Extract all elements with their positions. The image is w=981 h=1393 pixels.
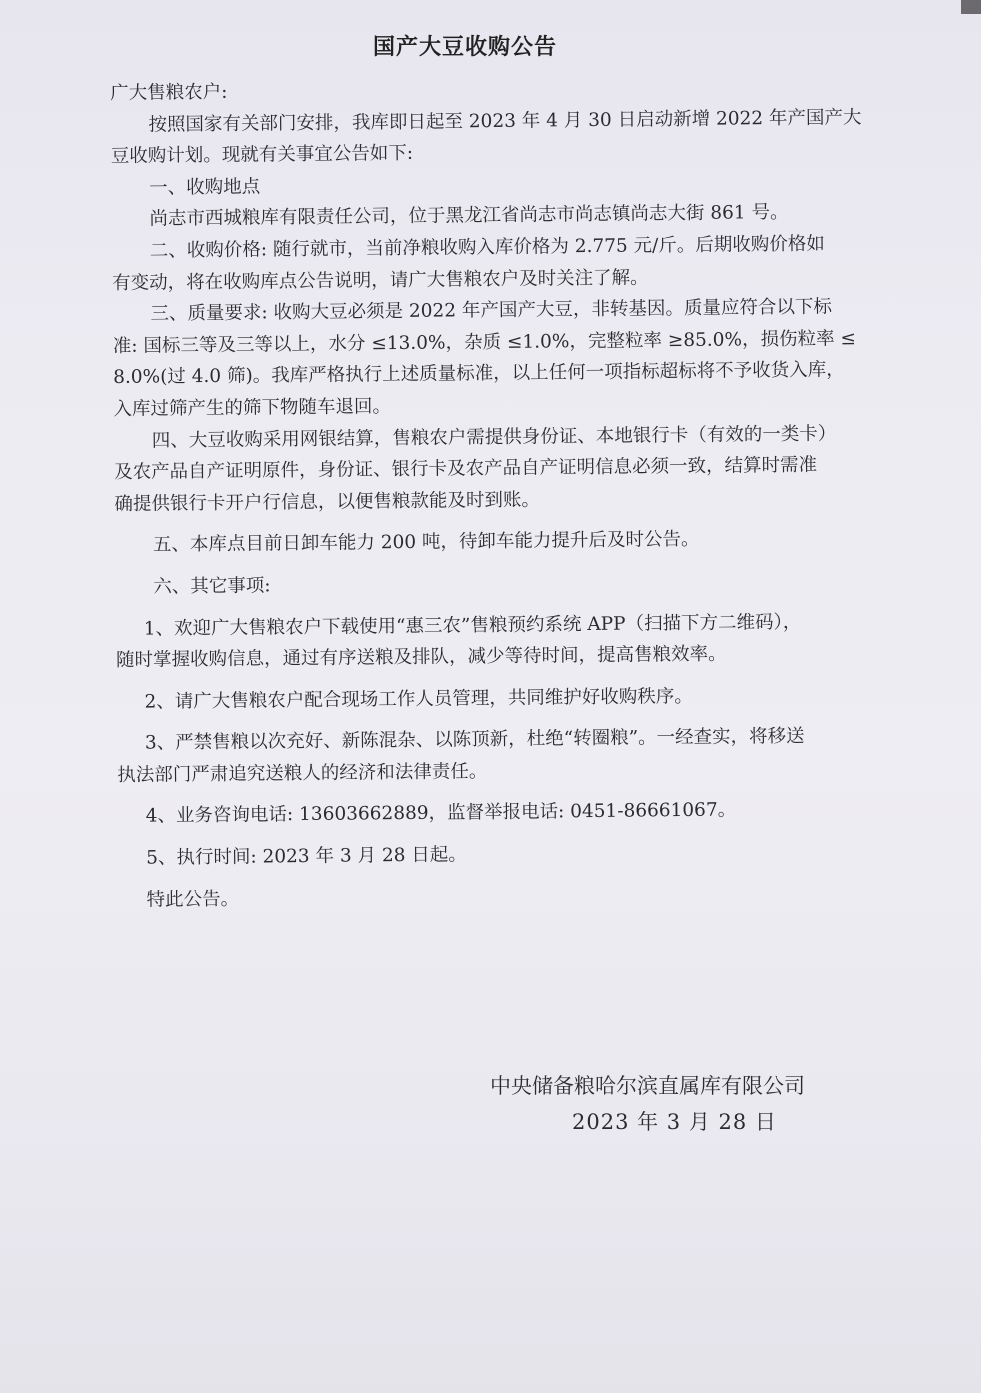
section-1-heading: 一、收购地点 [149,176,261,199]
intro-line-2: 豆收购计划。现就有关事宜公告如下: [110,143,414,168]
section-3-line-4: 入库过筛产生的筛下物随车退回。 [113,396,392,420]
item-3-line-2: 执法部门严肃追究送粮人的经济和法律责任。 [117,760,488,786]
signature-date: 2023 年 3 月 28 日 [572,1110,777,1134]
section-4-line-2: 及农产品自产证明原件，身份证、银行卡及农产品自产证明信息必须一致，结算时需准 [114,454,818,484]
item-1-line-1: 1、欢迎广大售粮农户下载使用“惠三农”售粮预约系统 APP（扫描下方二维码）， [143,611,802,640]
section-3-line-2: 准: 国标三等及三等以上，水分 ≤13.0%，杂质 ≤1.0%，完整粒率 ≥85.0%，损伤粒率 ≤ [112,327,857,357]
section-2-line-1: 二、收购价格: 随行就市，当前净粮收购入库价格为 2.775 元/斤。后期收购价格如 [149,233,825,262]
section-4-line-3: 确提供银行卡开户行信息，以便售粮款能及时到账。 [114,489,541,515]
item-5: 5、执行时间: 2023 年 3 月 28 日起。 [146,844,467,869]
closing-text: 特此公告。 [146,888,240,911]
signature-block [490,1068,850,1140]
section-6-heading: 六、其它事项: [153,575,271,598]
section-3-line-1: 三、质量要求: 收购大豆必须是 2022 年产国产大豆，非转基因。质量应符合以下标 [150,296,833,325]
section-4-line-1: 四、大豆收购采用网银结算，售粮农户需提供身份证、本地银行卡（有效的一类卡） [151,422,837,452]
salutation: 广大售粮农户: [110,81,228,104]
signature-org: 中央储备粮哈尔滨直属库有限公司 [490,1074,805,1098]
item-4: 4、业务咨询电话: 13603662889，监督举报电话: 0451-86661067。 [145,799,737,828]
section-3-line-3: 8.0%(过 4.0 筛)。我库严格执行上述质量标准，以上任何一项指标超标将不予收货入库， [113,359,845,389]
notice-title: 国产大豆收购公告 [372,34,557,60]
intro-line-1: 按照国家有关部门安排，我库即日起至 2023 年 4 月 30 日启动新增 2022 年产国产大 [148,106,862,136]
paper-corner-shadow [961,0,981,14]
item-2: 2、请广大售粮农户配合现场工作人员管理，共同维护好收购秩序。 [144,685,693,713]
section-5-line-1: 五、本库点目前日卸车能力 200 吨，待卸车能力提升后及时公告。 [152,529,700,556]
notice-body [110,70,879,916]
section-2-line-2: 有变动，将在收购库点公告说明，请广大售粮农户及时关注了解。 [112,266,649,294]
item-1-line-2: 随时掌握收购信息，通过有序送粮及排队，减少等待时间，提高售粮效率。 [115,643,727,672]
item-3-line-1: 3、严禁售粮以次充好、新陈混杂、以陈顶新，杜绝“转圈粮”。一经查实，将移送 [144,726,805,754]
section-1-line-1: 尚志市西城粮库有限责任公司，位于黑龙江省尚志市尚志镇尚志大街 861 号。 [149,202,789,230]
